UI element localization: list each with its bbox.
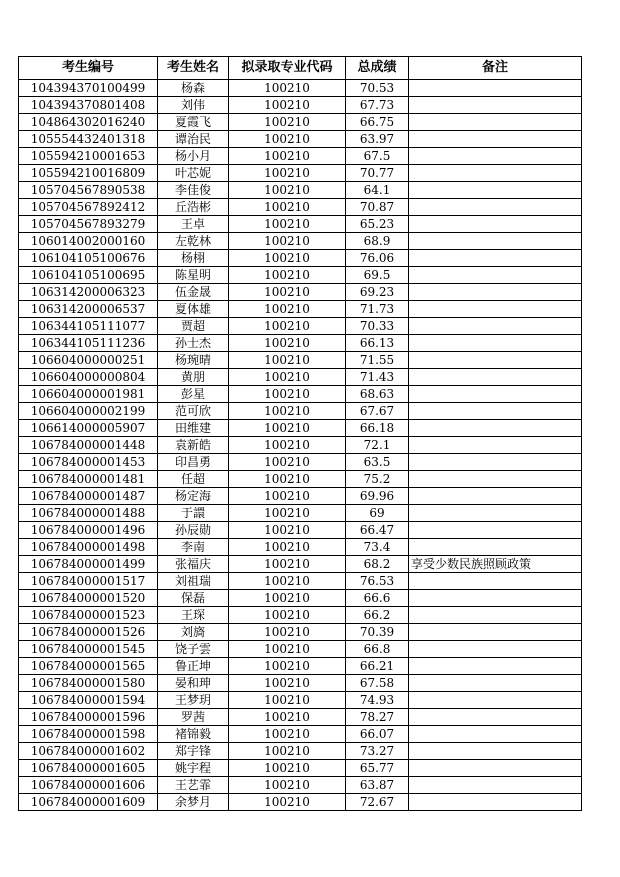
table-row <box>19 369 582 386</box>
cell-remarks <box>409 437 582 454</box>
cell-total-score: 70.87 <box>346 199 409 216</box>
table-row <box>19 607 582 624</box>
cell-remarks <box>409 760 582 777</box>
cell-candidate-id: 106784000001517 <box>19 573 158 590</box>
table-row <box>19 505 582 522</box>
cell-major-code: 100210 <box>229 352 346 369</box>
cell-remarks <box>409 335 582 352</box>
cell-major-code: 100210 <box>229 692 346 709</box>
cell-candidate-id: 106784000001498 <box>19 539 158 556</box>
cell-total-score: 76.06 <box>346 250 409 267</box>
cell-remarks <box>409 267 582 284</box>
cell-candidate-id: 105594210016809 <box>19 165 158 182</box>
cell-candidate-name: 彭星 <box>158 386 229 403</box>
cell-remarks <box>409 777 582 794</box>
cell-candidate-id: 106784000001605 <box>19 760 158 777</box>
cell-candidate-id: 106604000000804 <box>19 369 158 386</box>
cell-candidate-id: 106784000001520 <box>19 590 158 607</box>
table-row <box>19 148 582 165</box>
cell-remarks <box>409 522 582 539</box>
cell-total-score: 70.53 <box>346 80 409 97</box>
cell-major-code: 100210 <box>229 607 346 624</box>
cell-major-code: 100210 <box>229 794 346 811</box>
cell-total-score: 71.73 <box>346 301 409 318</box>
cell-major-code: 100210 <box>229 216 346 233</box>
cell-remarks <box>409 488 582 505</box>
cell-major-code: 100210 <box>229 420 346 437</box>
table-row <box>19 454 582 471</box>
cell-remarks <box>409 369 582 386</box>
cell-total-score: 66.13 <box>346 335 409 352</box>
cell-total-score: 66.6 <box>346 590 409 607</box>
table-row <box>19 488 582 505</box>
cell-candidate-name: 任超 <box>158 471 229 488</box>
table-row <box>19 352 582 369</box>
table-row <box>19 250 582 267</box>
cell-major-code: 100210 <box>229 641 346 658</box>
table-row <box>19 539 582 556</box>
cell-candidate-id: 106784000001606 <box>19 777 158 794</box>
cell-major-code: 100210 <box>229 454 346 471</box>
admission-score-table <box>18 56 582 811</box>
cell-candidate-id: 106344105111236 <box>19 335 158 352</box>
cell-major-code: 100210 <box>229 777 346 794</box>
cell-major-code: 100210 <box>229 505 346 522</box>
table-row <box>19 641 582 658</box>
table-row <box>19 437 582 454</box>
cell-candidate-id: 105594210001653 <box>19 148 158 165</box>
cell-candidate-name: 杨定海 <box>158 488 229 505</box>
cell-candidate-id: 106344105111077 <box>19 318 158 335</box>
cell-major-code: 100210 <box>229 556 346 573</box>
header-candidate-name: 考生姓名 <box>158 57 229 80</box>
cell-total-score: 67.67 <box>346 403 409 420</box>
cell-major-code: 100210 <box>229 573 346 590</box>
cell-total-score: 66.8 <box>346 641 409 658</box>
table-row <box>19 794 582 811</box>
cell-candidate-name: 李佳俊 <box>158 182 229 199</box>
cell-candidate-name: 李南 <box>158 539 229 556</box>
cell-candidate-name: 鲁正坤 <box>158 658 229 675</box>
cell-major-code: 100210 <box>229 250 346 267</box>
table-row <box>19 777 582 794</box>
cell-major-code: 100210 <box>229 335 346 352</box>
cell-candidate-name: 黄朋 <box>158 369 229 386</box>
cell-major-code: 100210 <box>229 403 346 420</box>
cell-major-code: 100210 <box>229 488 346 505</box>
cell-candidate-name: 刘伟 <box>158 97 229 114</box>
cell-candidate-id: 104394370100499 <box>19 80 158 97</box>
cell-candidate-id: 106314200006537 <box>19 301 158 318</box>
cell-candidate-name: 罗茜 <box>158 709 229 726</box>
table-row <box>19 165 582 182</box>
cell-candidate-id: 106604000001981 <box>19 386 158 403</box>
table-row <box>19 97 582 114</box>
table-row <box>19 131 582 148</box>
table-row <box>19 301 582 318</box>
cell-candidate-name: 杨森 <box>158 80 229 97</box>
cell-candidate-id: 106784000001580 <box>19 675 158 692</box>
header-remarks: 备注 <box>409 57 582 80</box>
cell-candidate-name: 夏体雄 <box>158 301 229 318</box>
cell-remarks <box>409 794 582 811</box>
cell-major-code: 100210 <box>229 743 346 760</box>
cell-major-code: 100210 <box>229 675 346 692</box>
cell-major-code: 100210 <box>229 624 346 641</box>
table-row <box>19 267 582 284</box>
cell-candidate-id: 105554432401318 <box>19 131 158 148</box>
cell-candidate-name: 王琛 <box>158 607 229 624</box>
cell-candidate-name: 谭治民 <box>158 131 229 148</box>
cell-remarks <box>409 539 582 556</box>
table-row <box>19 284 582 301</box>
cell-candidate-id: 104864302016240 <box>19 114 158 131</box>
cell-major-code: 100210 <box>229 658 346 675</box>
cell-remarks <box>409 318 582 335</box>
cell-major-code: 100210 <box>229 522 346 539</box>
cell-candidate-name: 陈星明 <box>158 267 229 284</box>
cell-candidate-name: 保磊 <box>158 590 229 607</box>
cell-major-code: 100210 <box>229 437 346 454</box>
cell-remarks <box>409 641 582 658</box>
cell-remarks <box>409 80 582 97</box>
cell-remarks <box>409 403 582 420</box>
cell-total-score: 73.27 <box>346 743 409 760</box>
cell-candidate-id: 106784000001487 <box>19 488 158 505</box>
table-row <box>19 590 582 607</box>
table-row <box>19 386 582 403</box>
cell-remarks: 享受少数民族照顾政策 <box>409 556 582 573</box>
cell-total-score: 70.77 <box>346 165 409 182</box>
cell-total-score: 72.67 <box>346 794 409 811</box>
cell-remarks <box>409 148 582 165</box>
table-row <box>19 522 582 539</box>
table-row <box>19 709 582 726</box>
cell-remarks <box>409 692 582 709</box>
cell-major-code: 100210 <box>229 369 346 386</box>
cell-total-score: 66.18 <box>346 420 409 437</box>
cell-candidate-name: 褚锦毅 <box>158 726 229 743</box>
cell-candidate-name: 印昌勇 <box>158 454 229 471</box>
cell-total-score: 78.27 <box>346 709 409 726</box>
cell-candidate-id: 106784000001488 <box>19 505 158 522</box>
cell-total-score: 75.2 <box>346 471 409 488</box>
cell-remarks <box>409 131 582 148</box>
cell-major-code: 100210 <box>229 131 346 148</box>
cell-candidate-name: 田维建 <box>158 420 229 437</box>
cell-total-score: 71.55 <box>346 352 409 369</box>
table-row <box>19 80 582 97</box>
cell-remarks <box>409 607 582 624</box>
cell-candidate-id: 106784000001526 <box>19 624 158 641</box>
cell-candidate-id: 106784000001596 <box>19 709 158 726</box>
cell-remarks <box>409 216 582 233</box>
cell-major-code: 100210 <box>229 318 346 335</box>
table-row <box>19 624 582 641</box>
cell-candidate-name: 范可欣 <box>158 403 229 420</box>
cell-total-score: 70.33 <box>346 318 409 335</box>
cell-major-code: 100210 <box>229 539 346 556</box>
cell-candidate-id: 106784000001481 <box>19 471 158 488</box>
cell-remarks <box>409 97 582 114</box>
cell-remarks <box>409 114 582 131</box>
cell-total-score: 68.2 <box>346 556 409 573</box>
cell-total-score: 64.1 <box>346 182 409 199</box>
cell-remarks <box>409 726 582 743</box>
cell-candidate-name: 夏霞飞 <box>158 114 229 131</box>
table-row <box>19 658 582 675</box>
cell-major-code: 100210 <box>229 182 346 199</box>
cell-remarks <box>409 233 582 250</box>
cell-major-code: 100210 <box>229 114 346 131</box>
cell-candidate-name: 晏和珅 <box>158 675 229 692</box>
cell-candidate-id: 106784000001499 <box>19 556 158 573</box>
cell-major-code: 100210 <box>229 284 346 301</box>
cell-candidate-id: 106784000001523 <box>19 607 158 624</box>
cell-total-score: 65.77 <box>346 760 409 777</box>
cell-remarks <box>409 182 582 199</box>
table-row <box>19 471 582 488</box>
cell-candidate-name: 杨小月 <box>158 148 229 165</box>
cell-remarks <box>409 624 582 641</box>
cell-major-code: 100210 <box>229 386 346 403</box>
cell-candidate-name: 王艺霏 <box>158 777 229 794</box>
table-row <box>19 420 582 437</box>
cell-total-score: 63.87 <box>346 777 409 794</box>
cell-total-score: 66.2 <box>346 607 409 624</box>
cell-candidate-id: 105704567893279 <box>19 216 158 233</box>
cell-total-score: 68.9 <box>346 233 409 250</box>
cell-remarks <box>409 573 582 590</box>
cell-total-score: 63.97 <box>346 131 409 148</box>
cell-remarks <box>409 471 582 488</box>
table-body <box>19 80 582 811</box>
cell-candidate-id: 106784000001609 <box>19 794 158 811</box>
table-row <box>19 675 582 692</box>
cell-remarks <box>409 675 582 692</box>
header-major-code: 拟录取专业代码 <box>229 57 346 80</box>
cell-major-code: 100210 <box>229 148 346 165</box>
cell-candidate-name: 贾超 <box>158 318 229 335</box>
cell-remarks <box>409 284 582 301</box>
cell-candidate-name: 伍金晟 <box>158 284 229 301</box>
cell-candidate-id: 106784000001565 <box>19 658 158 675</box>
cell-candidate-name: 丘浩彬 <box>158 199 229 216</box>
cell-candidate-id: 106014002000160 <box>19 233 158 250</box>
cell-total-score: 76.53 <box>346 573 409 590</box>
cell-total-score: 66.75 <box>346 114 409 131</box>
cell-remarks <box>409 199 582 216</box>
table-row <box>19 199 582 216</box>
table-row <box>19 760 582 777</box>
cell-major-code: 100210 <box>229 97 346 114</box>
cell-candidate-id: 106784000001602 <box>19 743 158 760</box>
cell-remarks <box>409 250 582 267</box>
cell-major-code: 100210 <box>229 301 346 318</box>
cell-candidate-name: 杨栩 <box>158 250 229 267</box>
cell-total-score: 66.21 <box>346 658 409 675</box>
cell-remarks <box>409 386 582 403</box>
table-row <box>19 403 582 420</box>
cell-major-code: 100210 <box>229 590 346 607</box>
cell-candidate-id: 106314200006323 <box>19 284 158 301</box>
cell-candidate-name: 姚宇程 <box>158 760 229 777</box>
cell-candidate-id: 106784000001594 <box>19 692 158 709</box>
header-row <box>19 57 582 80</box>
cell-total-score: 67.5 <box>346 148 409 165</box>
cell-total-score: 70.39 <box>346 624 409 641</box>
cell-candidate-id: 105704567892412 <box>19 199 158 216</box>
table-row <box>19 114 582 131</box>
cell-candidate-id: 106604000002199 <box>19 403 158 420</box>
table-row <box>19 318 582 335</box>
cell-major-code: 100210 <box>229 726 346 743</box>
cell-remarks <box>409 505 582 522</box>
cell-total-score: 73.4 <box>346 539 409 556</box>
cell-major-code: 100210 <box>229 760 346 777</box>
cell-remarks <box>409 454 582 471</box>
cell-total-score: 63.5 <box>346 454 409 471</box>
cell-candidate-id: 106784000001448 <box>19 437 158 454</box>
cell-major-code: 100210 <box>229 709 346 726</box>
cell-major-code: 100210 <box>229 165 346 182</box>
cell-remarks <box>409 301 582 318</box>
cell-major-code: 100210 <box>229 267 346 284</box>
cell-candidate-name: 左乾林 <box>158 233 229 250</box>
cell-remarks <box>409 165 582 182</box>
cell-remarks <box>409 420 582 437</box>
cell-candidate-name: 郑宇锋 <box>158 743 229 760</box>
table-row <box>19 692 582 709</box>
table-row <box>19 335 582 352</box>
header-total-score: 总成绩 <box>346 57 409 80</box>
table-row <box>19 182 582 199</box>
cell-total-score: 72.1 <box>346 437 409 454</box>
cell-candidate-name: 饶子雲 <box>158 641 229 658</box>
table-row <box>19 216 582 233</box>
cell-candidate-name: 孙士杰 <box>158 335 229 352</box>
cell-candidate-name: 叶芯妮 <box>158 165 229 182</box>
cell-candidate-name: 王卓 <box>158 216 229 233</box>
cell-candidate-name: 刘祖瑞 <box>158 573 229 590</box>
cell-major-code: 100210 <box>229 471 346 488</box>
cell-candidate-id: 106784000001453 <box>19 454 158 471</box>
table-row <box>19 573 582 590</box>
table-row <box>19 726 582 743</box>
cell-candidate-name: 刘旖 <box>158 624 229 641</box>
cell-total-score: 66.07 <box>346 726 409 743</box>
cell-remarks <box>409 743 582 760</box>
cell-major-code: 100210 <box>229 80 346 97</box>
cell-candidate-id: 106784000001598 <box>19 726 158 743</box>
table-row <box>19 233 582 250</box>
cell-candidate-id: 106104105100676 <box>19 250 158 267</box>
cell-candidate-id: 106614000005907 <box>19 420 158 437</box>
cell-candidate-name: 张福庆 <box>158 556 229 573</box>
cell-total-score: 69.5 <box>346 267 409 284</box>
cell-candidate-name: 袁新皓 <box>158 437 229 454</box>
cell-candidate-id: 105704567890538 <box>19 182 158 199</box>
cell-candidate-id: 106784000001545 <box>19 641 158 658</box>
cell-candidate-id: 106784000001496 <box>19 522 158 539</box>
cell-candidate-id: 104394370801408 <box>19 97 158 114</box>
cell-remarks <box>409 352 582 369</box>
cell-remarks <box>409 590 582 607</box>
table-row <box>19 743 582 760</box>
cell-total-score: 66.47 <box>346 522 409 539</box>
cell-candidate-name: 余梦月 <box>158 794 229 811</box>
cell-total-score: 65.23 <box>346 216 409 233</box>
cell-major-code: 100210 <box>229 233 346 250</box>
cell-total-score: 67.58 <box>346 675 409 692</box>
cell-candidate-name: 于譞 <box>158 505 229 522</box>
table-row <box>19 556 582 573</box>
cell-total-score: 69.96 <box>346 488 409 505</box>
header-candidate-id: 考生编号 <box>19 57 158 80</box>
cell-total-score: 69 <box>346 505 409 522</box>
cell-candidate-name: 杨琬晴 <box>158 352 229 369</box>
cell-remarks <box>409 709 582 726</box>
cell-total-score: 74.93 <box>346 692 409 709</box>
cell-total-score: 69.23 <box>346 284 409 301</box>
cell-candidate-name: 王梦玥 <box>158 692 229 709</box>
cell-total-score: 71.43 <box>346 369 409 386</box>
cell-total-score: 68.63 <box>346 386 409 403</box>
cell-candidate-id: 106604000000251 <box>19 352 158 369</box>
cell-candidate-name: 孙辰勋 <box>158 522 229 539</box>
cell-candidate-id: 106104105100695 <box>19 267 158 284</box>
cell-major-code: 100210 <box>229 199 346 216</box>
cell-total-score: 67.73 <box>346 97 409 114</box>
cell-remarks <box>409 658 582 675</box>
